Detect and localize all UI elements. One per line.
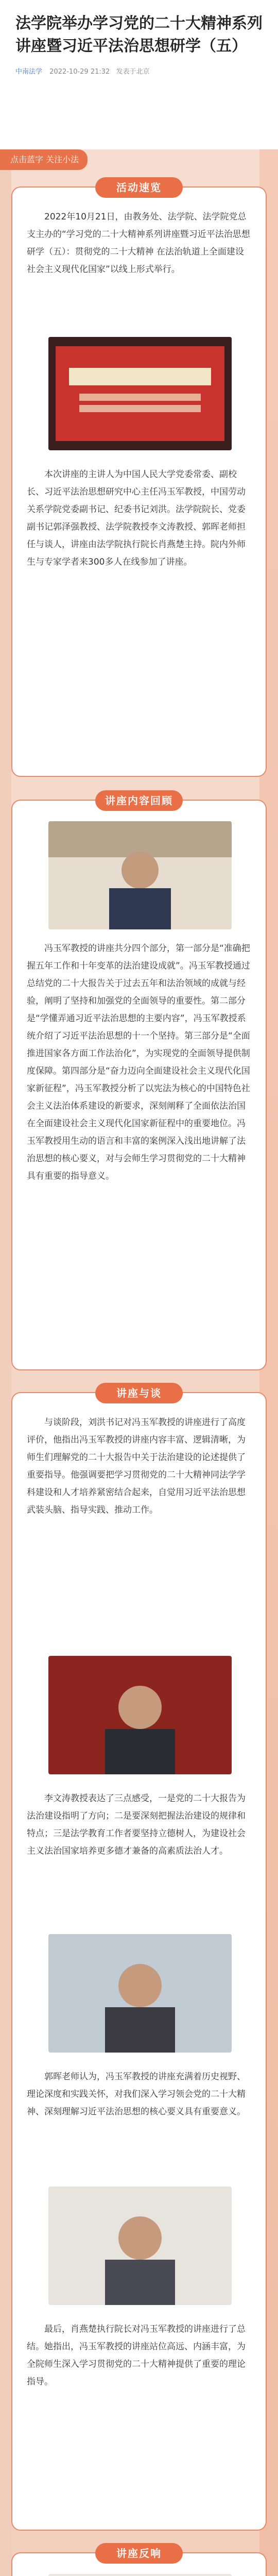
section-paragraph: 郭晖老师认为，冯玉军教授的讲座充满着历史视野、理论深度和实践关怀，对我们深入学习领会党的二十大精神、深刻理解习近平法治思想的核心要义具有重要意义。 xyxy=(27,2072,246,2117)
poster-body xyxy=(0,149,278,2576)
discussant-image-1 xyxy=(48,1656,232,1774)
audience-photo xyxy=(48,2574,232,2576)
follow-banner[interactable]: 点击蓝字 关注小法 xyxy=(0,149,88,170)
lecture-screen-photo xyxy=(48,337,232,450)
article-title: 法学院举办学习党的二十大精神系列讲座暨习近平法治思想研学（五） xyxy=(15,14,263,55)
lecture-screen-image xyxy=(48,337,232,450)
section-discussion xyxy=(11,1387,267,2531)
section-paragraph: 本次讲座的主讲人为中国人民大学党委常委、副校长、习近平法治思想研究中心主任冯玉军教授，中国劳动关系学院党委副书记、纪委书记刘洪。法学院院长、党委副书记郭泽强教授、法学院教授李文涛教授、郭晖老师担任与谈人，讲座由法学院执行院长肖燕楚主持。院内外师生与专家学者来300多人在线参加了讲座。 xyxy=(27,469,246,567)
section-heading: 讲座反响 xyxy=(95,2543,183,2564)
section-heading: 讲座与谈 xyxy=(95,1383,183,1403)
audience-image xyxy=(48,2574,232,2576)
discussant-image-2 xyxy=(48,1934,232,2053)
publish-location: 发表于北京 xyxy=(116,68,150,76)
section-heading: 活动速览 xyxy=(95,177,183,198)
left-decoration xyxy=(0,149,11,2576)
section-paragraph: 冯玉军教授的讲座共分四个部分，第一部分是“准确把握五年工作和十年变革的法治建设成就”。冯玉军教授通过总结党的二十大报告关于过去五年和法治领域的成就与经验，阐明了坚持和加强党的全面领导的重要性。第二部分是“学懂弄通习近平法治思想的主要内容”，冯玉军教授系统介绍了习近平法治思想的十一个坚持。第三部分是“全面推进国家各方面工作法治化”，为实现党的全面领导提供制度保障。第四部分是“奋力迈向全面建设社会主义现代化国家新征程”，冯玉军教授分析了以宪法为核心的中国特色社会主义法治体系建设的新要求，深刻阐释了全面依法治国在全面建设社会主义现代化国家新征程中的重要地位。冯玉军教授用生动的语言和丰富的案例深入浅出地讲解了法治思想的核心要义，对与会师生学习贯彻党的二十大精神具有重要的指导意义。 xyxy=(27,943,250,1181)
article-header xyxy=(0,0,278,149)
speaker-image xyxy=(48,821,232,929)
source-link[interactable]: 中南法学 xyxy=(15,68,43,76)
discussant-photo-3 xyxy=(48,2187,232,2305)
section-activity-overview xyxy=(11,181,267,777)
section-paragraph: 与谈阶段，刘洪书记对冯玉军教授的讲座进行了高度评价，他指出冯玉军教授的讲座内容丰富、逻辑清晰，为师生们理解党的二十大报告中关于法治建设的论述提供了重要指导。他强调要把学习贯彻党的二十大精神同法学学科建设和人才培养紧密结合起来，自觉用习近平法治思想武装头脑、指导实践、推动工作。 xyxy=(27,1417,246,1515)
section-feedback xyxy=(11,2547,267,2576)
article-meta xyxy=(15,66,263,76)
section-lecture-review xyxy=(11,794,267,1370)
discussant-image-3 xyxy=(48,2187,232,2305)
section-paragraph: 最后，肖燕楚执行院长对冯玉军教授的讲座进行了总结。她指出，冯玉军教授的讲座站位高远、内涵丰富，为全院师生深入学习贯彻党的二十大精神提供了重要的理论指导。 xyxy=(27,2324,246,2387)
discussant-photo-2 xyxy=(48,1934,232,2053)
speaker-photo xyxy=(48,821,232,929)
section-heading: 讲座内容回顾 xyxy=(95,790,183,811)
section-paragraph: 2022年10月21日，由教务处、法学院、法学院党总支主办的“学习党的二十大精神系列讲座暨习近平法治思想研学（五）：贯彻党的二十大精神 在法治轨道上全面建设社会主义现代化国家”以线上形式举行。 xyxy=(27,212,250,275)
section-paragraph: 李文涛教授表达了三点感受，一是党的二十大报告为法治建设指明了方向；二是要深刻把握法治建设的规律和特点；三是法学教育工作者要坚持立德树人，为建设社会主义法治国家培养更多德才兼备的高素质法治人才。 xyxy=(27,1793,246,1856)
discussant-photo-1 xyxy=(48,1656,232,1774)
publish-date: 2022-10-29 21:32 xyxy=(49,68,110,76)
